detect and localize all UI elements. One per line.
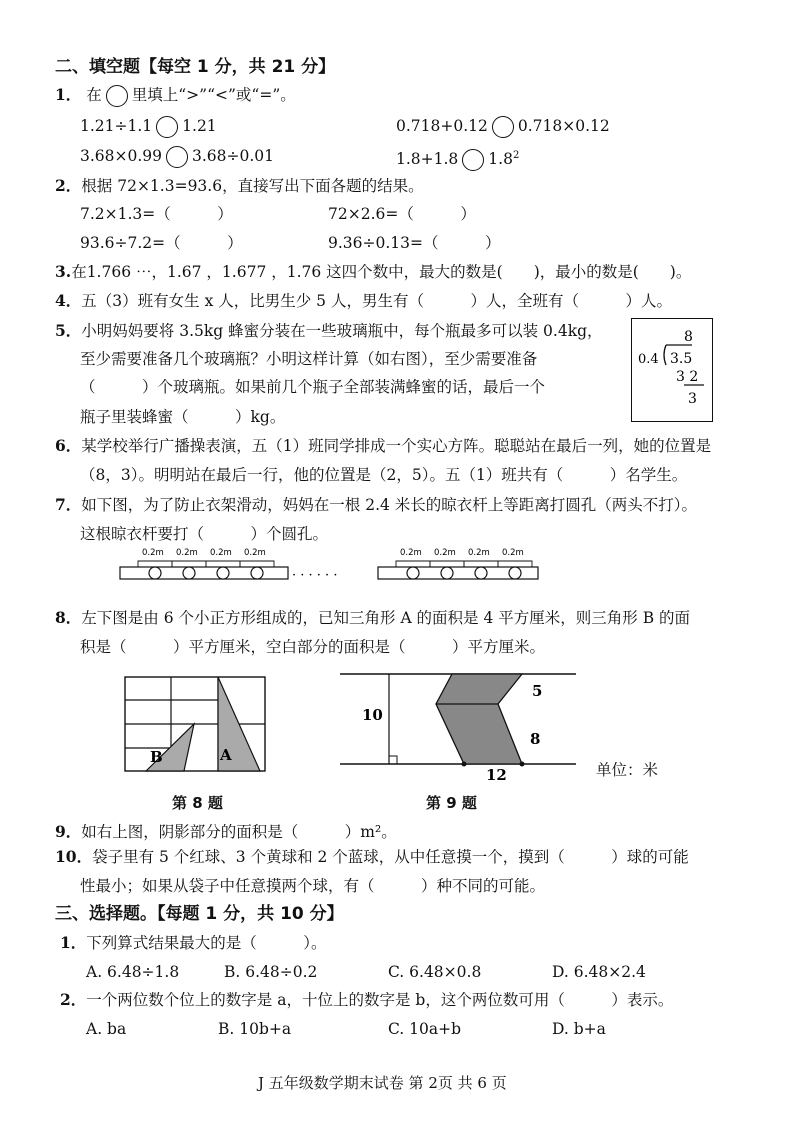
question-number: 1． (55, 85, 82, 104)
page-footer: J 五年级数学期末试卷 第 2页 共 6 页 (258, 1074, 507, 1092)
q1-item-2 (396, 116, 610, 138)
question-number: 6． (55, 436, 82, 455)
spacing-label: 0.2m (244, 548, 266, 558)
prompt-text: 如下图，为了防止衣架滑动，妈妈在一根 2.4 米长的晾衣杆上等距离打圆孔（两头不打）。 (81, 496, 698, 514)
answer-circle[interactable] (106, 85, 128, 107)
answer-circle[interactable] (462, 149, 484, 171)
prompt-text: 某学校举行广播操表演，五（1）班同学排成一个实心方阵。聪聪站在最后一列，她的位置是 (81, 437, 712, 455)
q1-item-1 (80, 116, 217, 138)
section-title-fill-in: 二、填空题【每空 1 分，共 21 分】 (55, 57, 336, 77)
question-5-line-4: 瓶子里装蜂蜜（ ）kg。 (80, 408, 286, 426)
figure-9-parallelogram (340, 668, 580, 784)
label-height: 10 (362, 706, 383, 724)
question-number: 9． (55, 822, 82, 841)
long-division-svg (632, 319, 712, 421)
spacing-bracket (498, 561, 532, 567)
question-number: 2． (55, 176, 82, 195)
prompt-text: 根据 72×1.3=93.6，直接写出下面各题的结果。 (81, 177, 424, 195)
q1-item-4 (396, 146, 519, 171)
question-number: 8． (55, 608, 82, 627)
choice-question-1 (60, 933, 327, 953)
prompt-text: 一个两位数个位上的数字是 a，十位上的数字是 b，这个两位数可用（ ）表示。 (86, 991, 674, 1009)
question-number: 7． (55, 495, 82, 514)
question-number: 3. (55, 262, 72, 281)
expr-left: 0.718+0.12 (396, 117, 488, 135)
spacing-label: 0.2m (434, 548, 456, 558)
figure-8-squares (124, 676, 266, 772)
prompt-text: 下列算式结果最大的是（ ）。 (86, 934, 327, 952)
exponent: 2 (512, 150, 520, 161)
choice-2-option-d[interactable]: D. b+a (552, 1020, 606, 1038)
expr-right: 1.8 (488, 150, 513, 169)
prompt-text: 小明妈妈要将 3.5kg 蜂蜜分装在一些玻璃瓶中，每个瓶最多可以装 0.4kg， (81, 322, 603, 340)
spacing-bracket (138, 561, 172, 567)
spacing-label: 0.2m (210, 548, 232, 558)
remainder-text: 3 (688, 391, 697, 407)
label-bottom: 12 (486, 766, 507, 784)
answer-circle[interactable] (156, 116, 178, 138)
question-number: 4． (55, 291, 82, 310)
question-9 (55, 822, 397, 842)
choice-1-option-a[interactable]: A. 6.48÷1.8 (86, 963, 180, 981)
ellipsis-dots: · · · · · · (292, 568, 338, 583)
choice-1-option-b[interactable]: B. 6.48÷0.2 (224, 963, 318, 981)
q1-item-3 (80, 146, 274, 168)
q2-item-4: 9.36÷0.13=（ ） (328, 234, 501, 252)
product-text: 3 2 (676, 369, 699, 385)
pole-hole (407, 567, 419, 579)
question-5-line-1 (55, 321, 603, 341)
spacing-label: 0.2m (142, 548, 164, 558)
question-8-line-2: 积是（ ）平方厘米，空白部分的面积是（ ）平方厘米。 (80, 638, 546, 656)
pole-hole (183, 567, 195, 579)
pole-hole (251, 567, 263, 579)
expr-left: 1.8+1.8 (396, 150, 459, 169)
question-number: 2． (60, 990, 87, 1009)
answer-circle[interactable] (166, 146, 188, 168)
label-a: A (220, 746, 232, 764)
question-10-line-2: 性最小；如果从袋子中任意摸两个球，有（ ）种不同的可能。 (80, 877, 546, 895)
spacing-bracket (206, 561, 240, 567)
label-b: B (150, 748, 163, 766)
spacing-label: 0.2m (502, 548, 524, 558)
choice-question-2 (60, 990, 673, 1010)
choice-2-option-a[interactable]: A. ba (86, 1020, 127, 1038)
clothes-pole-figure (110, 545, 550, 597)
prompt-text: 在1.766 ⋯，1.67 ，1.677 ，1.76 这四个数中，最大的数是( )，最小的数是( )。 (71, 263, 692, 281)
label-top: 5 (532, 682, 543, 700)
figure-9-caption: 第 9 题 (426, 794, 477, 812)
question-number: 10． (55, 847, 93, 866)
question-4 (55, 291, 672, 311)
question-5-line-3: （ ）个玻璃瓶。如果前几个瓶子全部装满蜂蜜的话，最后一个 (80, 378, 546, 396)
question-3 (55, 262, 691, 282)
prompt-text: 在 (86, 86, 102, 104)
spacing-label: 0.2m (400, 548, 422, 558)
expr-right: 3.68÷0.01 (192, 147, 275, 165)
question-number: 5． (55, 321, 82, 340)
spacing-bracket (464, 561, 498, 567)
spacing-bracket (430, 561, 464, 567)
answer-circle[interactable] (492, 116, 514, 138)
question-6-line-2: （8，3）。明明站在最后一行，他的位置是（2，5）。五（1）班共有（ ）名学生。 (80, 466, 688, 484)
long-division-figure (631, 318, 713, 422)
expr-right: 1.21 (182, 117, 217, 135)
prompt-text: 袋子里有 5 个红球、3 个黄球和 2 个蓝球，从中任意摸一个，摸到（ ）球的可能 (92, 848, 689, 866)
dividend-text: 3.5 (670, 351, 693, 367)
question-8-line-1 (55, 608, 690, 628)
figure-8-caption: 第 8 题 (172, 794, 223, 812)
label-side: 8 (530, 730, 541, 748)
expr-left: 1.21÷1.1 (80, 117, 153, 135)
pole-hole (509, 567, 521, 579)
prompt-text: 五（3）班有女生 x 人，比男生少 5 人，男生有（ ）人，全班有（ ）人。 (81, 292, 672, 310)
divisor-text: 0.4 (638, 352, 659, 367)
prompt-text: 里填上“>”“<”或“=”。 (131, 86, 296, 104)
pole-hole (475, 567, 487, 579)
q2-item-3: 93.6÷7.2=（ ） (80, 234, 243, 252)
expr-right: 0.718×0.12 (517, 117, 610, 135)
prompt-text: 如右上图，阴影部分的面积是（ ）m²。 (81, 823, 397, 841)
choice-1-option-c[interactable]: C. 6.48×0.8 (388, 963, 482, 981)
question-7-line-1 (55, 495, 697, 515)
spacing-bracket (396, 561, 430, 567)
choice-1-option-d[interactable]: D. 6.48×2.4 (552, 963, 646, 981)
expr-left: 3.68×0.99 (80, 147, 163, 165)
question-2-prompt (55, 176, 424, 196)
spacing-label: 0.2m (468, 548, 490, 558)
pole-hole (441, 567, 453, 579)
unit-label: 单位：米 (596, 761, 659, 779)
prompt-text: 左下图是由 6 个小正方形组成的，已知三角形 A 的面积是 4 平方厘米，则三角形 B 的面 (81, 609, 691, 627)
choice-2-option-b[interactable]: B. 10b+a (218, 1020, 292, 1038)
question-10-line-1 (55, 847, 689, 867)
question-1-prompt (55, 85, 296, 107)
question-5-line-2: 至少需要准备几个玻璃瓶？小明这样计算（如右图），至少需要准备 (80, 350, 538, 368)
question-7-line-2: 这根晾衣杆要打（ ）个圆孔。 (80, 525, 329, 543)
spacing-bracket (172, 561, 206, 567)
question-6-line-1 (55, 436, 711, 456)
spacing-bracket (240, 561, 274, 567)
choice-2-option-c[interactable]: C. 10a+b (388, 1020, 462, 1038)
quotient-text: 8 (684, 329, 693, 345)
pole-hole (149, 567, 161, 579)
q2-item-2: 72×2.6=（ ） (328, 205, 476, 223)
question-number: 1． (60, 933, 87, 952)
spacing-label: 0.2m (176, 548, 198, 558)
q2-item-1: 7.2×1.3=（ ） (80, 205, 233, 223)
section-title-choice: 三、选择题。【每题 1 分，共 10 分】 (55, 904, 344, 924)
pole-hole (217, 567, 229, 579)
